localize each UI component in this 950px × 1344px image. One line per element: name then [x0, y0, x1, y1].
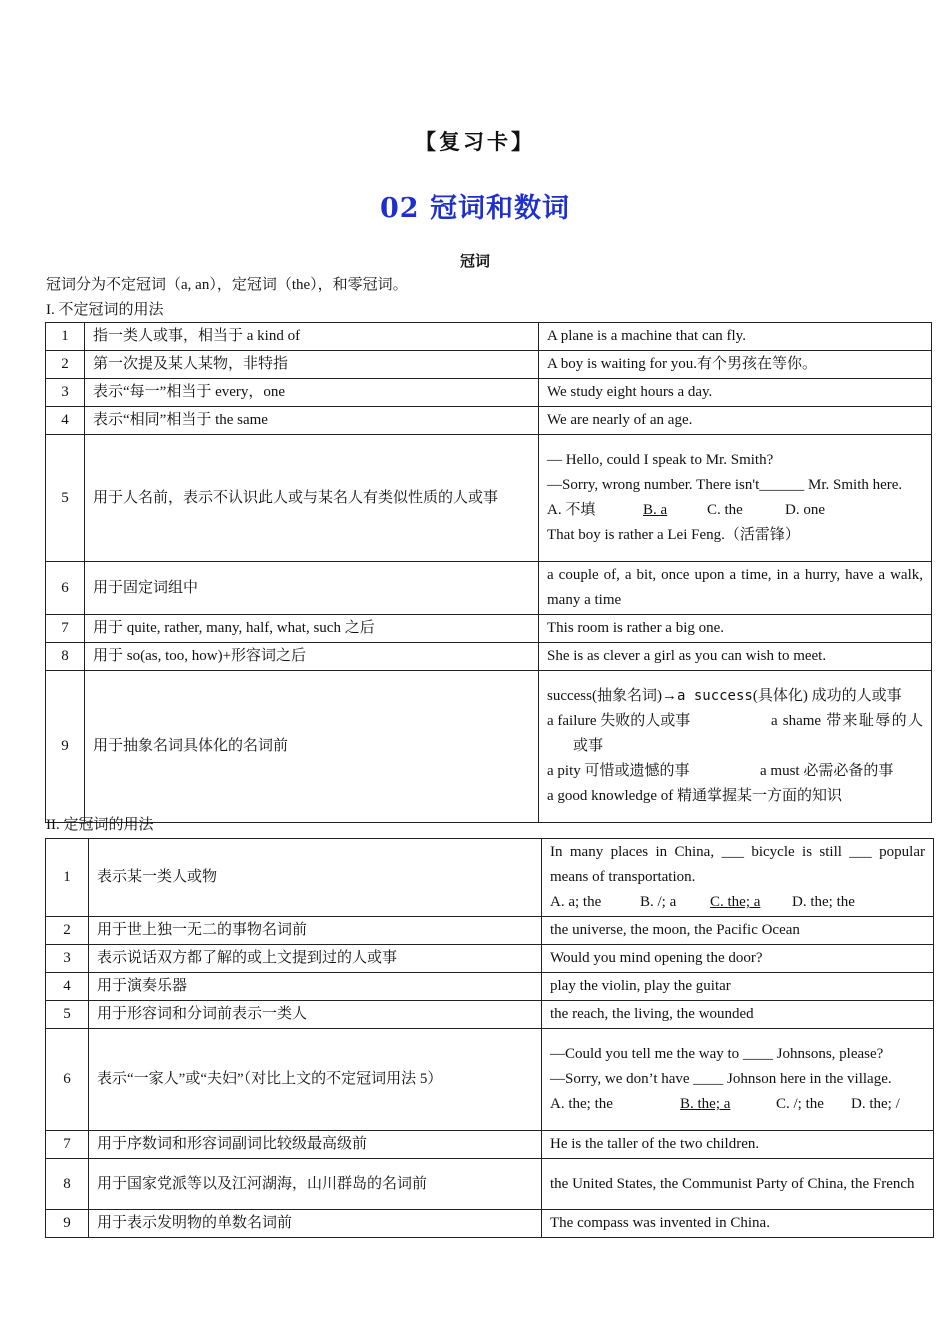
- example-cell: She is as clever a girl as you can wish to meet.: [539, 643, 932, 671]
- example-line: —Sorry, wrong number. There isn't______ Mr. Smith here.: [547, 477, 903, 493]
- example-fragment: a failure 失败的人或事: [547, 713, 691, 729]
- table-row: [46, 351, 932, 379]
- example-cell: [542, 839, 934, 917]
- usage-cell: 表示说话双方都了解的或上文提到过的人或事: [89, 945, 542, 973]
- usage-cell: 用于表示发明物的单数名词前: [89, 1210, 542, 1238]
- example-cell: [539, 435, 932, 562]
- row-number: 8: [46, 1159, 89, 1210]
- table-row: [46, 562, 932, 615]
- option-d: D. the; the: [792, 894, 855, 910]
- example-cell: A boy is waiting for you.有个男孩在等你。: [539, 351, 932, 379]
- example-cell: the universe, the moon, the Pacific Ocean: [542, 917, 934, 945]
- option-a: A. 不填: [547, 502, 596, 518]
- row-number: 5: [46, 1001, 89, 1029]
- table-row: [46, 945, 934, 973]
- example-fragment: a pity 可惜或遗憾的事: [547, 763, 690, 779]
- example-cell: [542, 1029, 934, 1131]
- example-line: [547, 759, 923, 784]
- row-number: 3: [46, 945, 89, 973]
- table-row: [46, 917, 934, 945]
- table-row: [46, 1001, 934, 1029]
- option-d: D. one: [785, 502, 825, 518]
- row-number: 4: [46, 407, 85, 435]
- usage-cell: 指一类人或事，相当于 a kind of: [85, 323, 539, 351]
- example-line: —Could you tell me the way to ____ Johnsons, please?: [550, 1046, 884, 1062]
- example-line: a good knowledge of 精通掌握某一方面的知识: [547, 788, 842, 804]
- example-fragment: success(抽象名词)→: [547, 688, 677, 704]
- example-cell: The compass was invented in China.: [542, 1210, 934, 1238]
- example-fragment: a success: [676, 688, 753, 704]
- answer-options: [550, 1092, 925, 1117]
- usage-cell: 用于形容词和分词前表示一类人: [89, 1001, 542, 1029]
- table-row: [46, 407, 932, 435]
- example-cell: Would you mind opening the door?: [542, 945, 934, 973]
- row-number: 6: [46, 562, 85, 615]
- answer-options: [550, 890, 925, 915]
- page-title: 02 冠词和数词: [380, 193, 570, 224]
- option-c: C. the: [707, 502, 743, 518]
- intro-paragraph: 冠词分为不定冠词（a, an），定冠词（the），和零冠词。: [46, 277, 408, 293]
- row-number: 7: [46, 1131, 89, 1159]
- example-line: — Hello, could I speak to Mr. Smith?: [547, 452, 774, 468]
- example-cell: We study eight hours a day.: [539, 379, 932, 407]
- usage-cell: 用于演奏乐器: [89, 973, 542, 1001]
- table-row: [46, 323, 932, 351]
- usage-cell: 用于抽象名词具体化的名词前: [85, 671, 539, 823]
- example-cell: He is the taller of the two children.: [542, 1131, 934, 1159]
- answer-options: [547, 498, 923, 523]
- table-row: [46, 1210, 934, 1238]
- table-row: [46, 1159, 934, 1210]
- example-cell: A plane is a machine that can fly.: [539, 323, 932, 351]
- row-number: 4: [46, 973, 89, 1001]
- row-number: 6: [46, 1029, 89, 1131]
- row-number: 5: [46, 435, 85, 562]
- example-fragment: (具体化) 成功的人或事: [752, 688, 902, 704]
- part1-heading: I. 不定冠词的用法: [46, 302, 164, 318]
- usage-cell: 表示某一类人或物: [89, 839, 542, 917]
- row-number: 9: [46, 671, 85, 823]
- usage-cell: 用于固定词组中: [85, 562, 539, 615]
- example-line: That boy is rather a Lei Feng.（活雷锋）: [547, 527, 800, 543]
- definite-article-table: [45, 838, 934, 1238]
- table-row: [46, 1131, 934, 1159]
- row-number: 9: [46, 1210, 89, 1238]
- example-cell: a couple of, a bit, once upon a time, in a hurry, have a walk, many a time: [539, 562, 932, 615]
- table-row: [46, 839, 934, 917]
- row-number: 1: [46, 323, 85, 351]
- option-c: C. /; the: [776, 1096, 824, 1112]
- part2-heading: II. 定冠词的用法: [46, 817, 154, 833]
- example-cell: play the violin, play the guitar: [542, 973, 934, 1001]
- option-b-correct: B. a: [643, 502, 668, 518]
- example-fragment: a must 必需必备的事: [760, 763, 894, 779]
- section-heading: 冠词: [459, 252, 490, 270]
- usage-cell: 表示“每一”相当于 every，one: [85, 379, 539, 407]
- table-row: [46, 379, 932, 407]
- row-number: 8: [46, 643, 85, 671]
- example-line: [547, 684, 923, 709]
- usage-cell: 表示“相同”相当于 the same: [85, 407, 539, 435]
- indefinite-article-table: [45, 322, 932, 823]
- row-number: 2: [46, 351, 85, 379]
- option-d: D. the; /: [851, 1096, 900, 1112]
- row-number: 2: [46, 917, 89, 945]
- table-row: [46, 615, 932, 643]
- option-b: B. /; a: [640, 894, 677, 910]
- example-line: —Sorry, we don’t have ____ Johnson here in the village.: [550, 1071, 892, 1087]
- usage-cell: 用于世上独一无二的事物名词前: [89, 917, 542, 945]
- row-number: 3: [46, 379, 85, 407]
- review-card-label: 【复习卡】: [415, 129, 535, 154]
- option-a: A. a; the: [550, 894, 602, 910]
- example-fragment: a shame 带来耻辱的人或事: [573, 713, 923, 754]
- usage-cell: 第一次提及某人某物，非特指: [85, 351, 539, 379]
- option-a: A. the; the: [550, 1096, 613, 1112]
- table-row: [46, 643, 932, 671]
- option-b-correct: B. the; a: [680, 1096, 731, 1112]
- example-cell: We are nearly of an age.: [539, 407, 932, 435]
- table-row: [46, 1029, 934, 1131]
- option-c-correct: C. the; a: [710, 894, 761, 910]
- row-number: 1: [46, 839, 89, 917]
- usage-cell: 用于国家党派等以及江河湖海，山川群岛的名词前: [89, 1159, 542, 1210]
- table-row: [46, 973, 934, 1001]
- usage-cell: 用于 quite, rather, many, half, what, such 之后: [85, 615, 539, 643]
- table-row: [46, 435, 932, 562]
- table-row: [46, 671, 932, 823]
- usage-cell: 用于 so(as, too, how)+形容词之后: [85, 643, 539, 671]
- usage-cell: 用于人名前，表示不认识此人或与某名人有类似性质的人或事: [85, 435, 539, 562]
- usage-cell: 用于序数词和形容词副词比较级最高级前: [89, 1131, 542, 1159]
- example-cell: This room is rather a big one.: [539, 615, 932, 643]
- row-number: 7: [46, 615, 85, 643]
- example-cell: [539, 671, 932, 823]
- example-cell: the reach, the living, the wounded: [542, 1001, 934, 1029]
- example-line: In many places in China, ___ bicycle is still ___ popular means of transportation.: [550, 844, 925, 885]
- example-line: [547, 709, 923, 759]
- example-cell: the United States, the Communist Party of China, the French: [542, 1159, 934, 1210]
- usage-cell: 表示“一家人”或“夫妇”（对比上文的不定冠词用法 5）: [89, 1029, 542, 1131]
